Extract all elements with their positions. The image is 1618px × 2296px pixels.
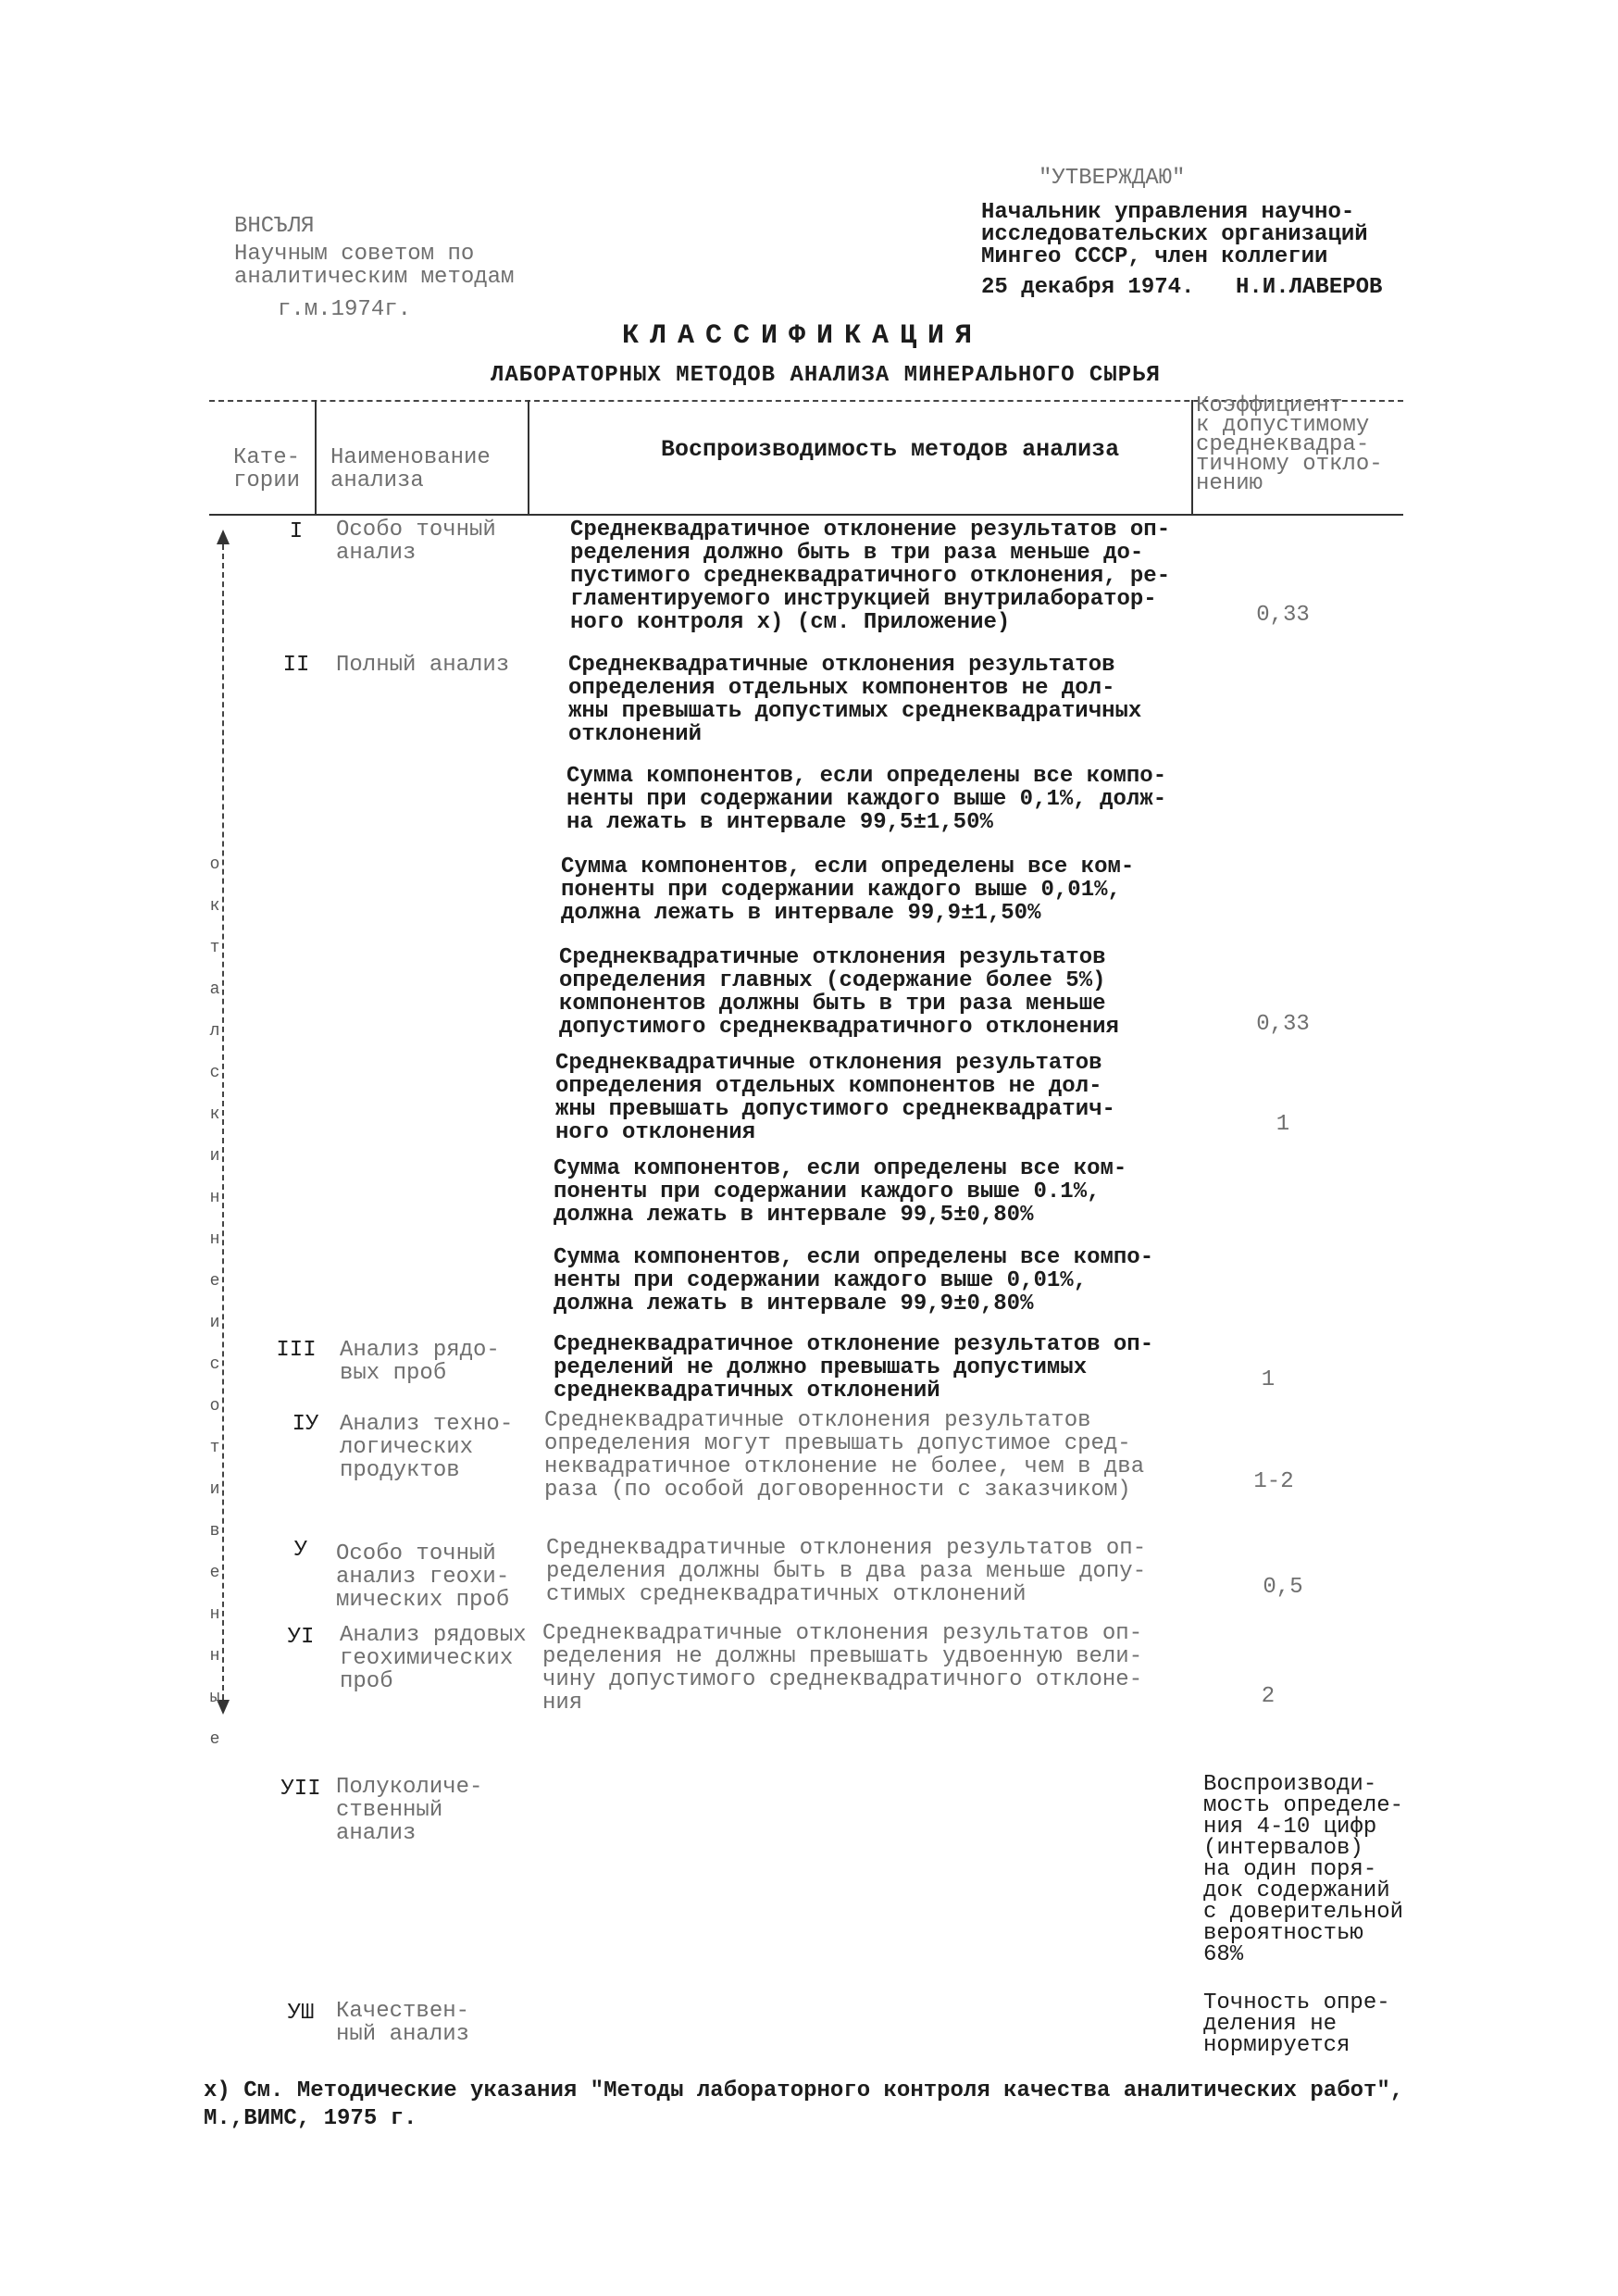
side-label-letter: н bbox=[209, 1605, 220, 1624]
side-label-letter: в bbox=[209, 1522, 220, 1541]
side-label-letter: е bbox=[209, 1272, 220, 1291]
row-1-coef: 0,33 bbox=[1256, 603, 1310, 628]
row-11-name: Особо точный анализ геохи- мических проб bbox=[336, 1541, 510, 1613]
row-2-category: II bbox=[282, 653, 310, 678]
approval-left-body: Научным советом по аналитическим методам bbox=[234, 242, 515, 290]
header-name: Наименование анализа bbox=[330, 445, 491, 493]
row-7-text: Сумма компонентов, если определены все ком- поненты при содержании каждого выше 0.1%, должна лежать в интервале 99,5±0,80% bbox=[554, 1156, 1127, 1228]
col-divider-1 bbox=[315, 400, 317, 514]
side-label-letter: о bbox=[209, 855, 220, 874]
row-13-coef: Воспроизводи- мость определе- ния 4-10 цифр (интервалов) на один поря- док содержаний с доверительной вероятностью 68% bbox=[1203, 1772, 1404, 1967]
col-divider-2 bbox=[528, 400, 529, 514]
approval-right-date: 25 декабря 1974. bbox=[981, 275, 1195, 300]
side-label-letter: а bbox=[209, 980, 220, 999]
row-10-name: Анализ техно- логических продуктов bbox=[340, 1412, 514, 1483]
side-label-letter: л bbox=[209, 1022, 220, 1041]
side-label-letter: и bbox=[209, 1314, 220, 1332]
row-11-category: У bbox=[293, 1538, 308, 1563]
side-label-letter: н bbox=[209, 1647, 220, 1666]
row-1-category: I bbox=[289, 519, 304, 544]
row-11-coef: 0,5 bbox=[1263, 1575, 1303, 1600]
side-label-letter: к bbox=[209, 897, 220, 916]
row-1-text: Среднеквадратичное отклонение результатов оп- ределения должно быть в три раза меньше до- пустимого среднеквадратичного отклонения, ре- гламентируемого инструкцией внутрилаборатор- ного контроля х) (см. Приложение) bbox=[570, 518, 1171, 635]
approval-left-line1: ВНСЪЛЯ bbox=[234, 214, 315, 239]
approval-right-body: Начальник управления научно- исследовательских организаций Мингео СССР, член коллегии bbox=[981, 200, 1368, 269]
side-label bbox=[205, 844, 224, 1761]
row-5-text: Среднеквадратичные отклонения результатов определения главных (содержание более 5%) компонентов должны быть в три раза меньше допустимого среднеквадратичного отклонения bbox=[559, 945, 1119, 1040]
footnote: х) См. Методические указания "Методы лабораторного контроля качества аналитических работ", М.,ВИМС, 1975 г. bbox=[204, 2078, 1404, 2131]
row-12-name: Анализ рядовых геохимических проб bbox=[340, 1623, 527, 1694]
side-label-letter: к bbox=[209, 1105, 220, 1124]
side-label-letter: с bbox=[209, 1355, 220, 1374]
side-label-letter: т bbox=[209, 939, 220, 957]
row-6-text: Среднеквадратичные отклонения результатов определения отдельных компонентов не дол- жны превышать допустимого среднеквадратич- ного отклонения bbox=[555, 1051, 1115, 1145]
row-9-text: Среднеквадратичное отклонение результатов оп- ределений не должно превышать допустимых среднеквадратичных отклонений bbox=[554, 1332, 1154, 1404]
row-2-name: Полный анализ bbox=[336, 653, 510, 678]
side-label-letter: ы bbox=[209, 1689, 220, 1707]
row-11-text: Среднеквадратичные отклонения результатов оп- ределения должны быть в два раза меньше допу- стимых среднеквадратичных отклонений bbox=[546, 1536, 1147, 1607]
side-label-letter: т bbox=[209, 1439, 220, 1457]
row-13-name: Полуколиче- ственный анализ bbox=[336, 1775, 483, 1846]
header-coefficient: Коэффициент к допустимому среднеквадра- тичному откло- нению bbox=[1196, 393, 1383, 496]
row-13-category: УII bbox=[280, 1777, 321, 1802]
row-9-category: III bbox=[276, 1338, 317, 1363]
header-reproducibility: Воспроизводимость методов анализа bbox=[661, 436, 1120, 463]
row-10-coef: 1-2 bbox=[1253, 1469, 1294, 1494]
arrow-up-icon bbox=[217, 530, 230, 544]
side-label-letter: и bbox=[209, 1480, 220, 1499]
side-label-letter: н bbox=[209, 1230, 220, 1249]
row-14-coef: Точность опре- деления не нормируется bbox=[1203, 1990, 1390, 2058]
row-14-name: Качествен- ный анализ bbox=[336, 1999, 470, 2047]
approval-left-date: г.м.1974г. bbox=[278, 297, 412, 322]
row-1-name: Особо точный анализ bbox=[336, 518, 496, 566]
document-title: КЛАССИФИКАЦИЯ bbox=[622, 320, 984, 352]
row-14-category: УШ bbox=[287, 2001, 315, 2026]
document-subtitle: ЛАБОРАТОРНЫХ МЕТОДОВ АНАЛИЗА МИНЕРАЛЬНОГО СЫРЬЯ bbox=[491, 363, 1161, 388]
side-label-letter: о bbox=[209, 1397, 220, 1416]
side-label-letter: н bbox=[209, 1189, 220, 1207]
row-4-text: Сумма компонентов, если определены все ком- поненты при содержании каждого выше 0,01%, должна лежать в интервале 99,9±1,50% bbox=[561, 855, 1135, 926]
row-9-name: Анализ рядо- вых проб bbox=[340, 1338, 500, 1386]
row-9-coef: 1 bbox=[1261, 1367, 1276, 1392]
side-label-letter: с bbox=[209, 1064, 220, 1082]
side-label-letter: е bbox=[209, 1730, 220, 1749]
row-8-text: Сумма компонентов, если определены все компо- ненты при содержании каждого выше 0,01%, должна лежать в интервале 99,9±0,80% bbox=[554, 1245, 1154, 1316]
row-6-coef: 1 bbox=[1276, 1112, 1290, 1137]
row-3-text: Сумма компонентов, если определены все компо- ненты при содержании каждого выше 0,1%, долж- на лежать в интервале 99,5±1,50% bbox=[566, 764, 1167, 835]
approval-right-signature: Н.И.ЛАВЕРОВ bbox=[1236, 275, 1383, 300]
table-header-border bbox=[209, 514, 1403, 516]
row-12-category: УI bbox=[287, 1625, 315, 1650]
approval-right-stamp: "УТВЕРЖДАЮ" bbox=[1039, 166, 1186, 191]
row-2-text: Среднеквадратичные отклонения результатов определения отдельных компонентов не дол- жны превышать допустимых среднеквадратичных отклонений bbox=[568, 653, 1142, 747]
row-10-category: IУ bbox=[292, 1412, 319, 1437]
row-5-coef: 0,33 bbox=[1256, 1012, 1310, 1037]
side-label-letter: и bbox=[209, 1147, 220, 1166]
row-12-coef: 2 bbox=[1261, 1684, 1276, 1709]
col-divider-3 bbox=[1191, 400, 1193, 514]
row-10-text: Среднеквадратичные отклонения результатов определения могут превышать допустимое сред- неквадратичное отклонение не более, чем в два раза (по особой договоренности с заказчиком) bbox=[544, 1408, 1145, 1503]
header-category: Кате- гории bbox=[233, 445, 301, 493]
side-label-letter: е bbox=[209, 1564, 220, 1582]
row-12-text: Среднеквадратичные отклонения результатов оп- ределения не должны превышать удвоенную вели- чину допустимого среднеквадратичного отклоне- ния bbox=[542, 1621, 1143, 1716]
